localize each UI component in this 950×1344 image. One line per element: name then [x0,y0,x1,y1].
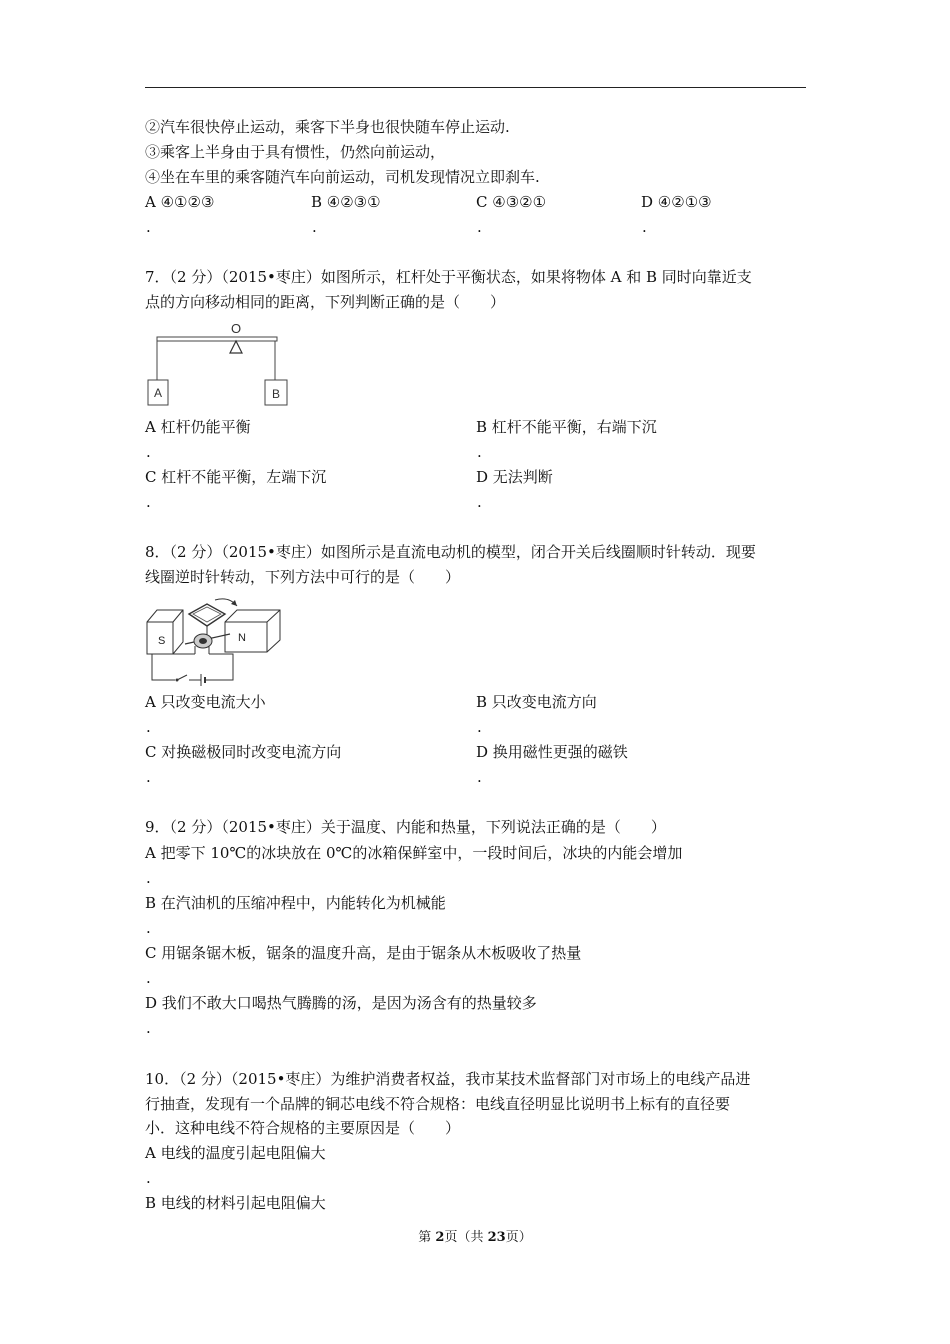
option-dot: . [477,718,482,736]
q6-option-d[interactable]: D ④②①③ [641,193,712,211]
lever-bar [157,337,277,341]
circuit-wire [152,654,195,680]
q6-line-3: ③乘客上半身由于具有惯性，仍然向前运动， [145,143,446,161]
option-dot: . [477,493,482,511]
footer-total-pages: 23 [487,1230,506,1245]
footer-middle: 页（共 [444,1230,488,1245]
q7-option-a[interactable]: A 杠杆仍能平衡 [145,418,251,436]
pivot-label: O [230,321,242,336]
q6-option-a[interactable]: A ④①②③ [145,193,215,211]
q8-option-a[interactable]: A 只改变电流大小 [145,693,266,711]
option-dot: . [477,218,482,236]
option-dot: . [312,218,317,236]
q8-stem-line-1: 8．（2 分）（2015•枣庄）如图所示是直流电动机的模型，闭合开关后线圈顺时针转动．现要 [145,543,756,561]
footer-page-number: 2 [435,1230,445,1245]
q9-option-a[interactable]: A 把零下 10℃的冰块放在 0℃的冰箱保鲜室中，一段时间后，冰块的内能会增加 [145,844,683,862]
magnet-n-outline [225,610,280,652]
q10-option-b[interactable]: B 电线的材料引起电阻偏大 [145,1194,326,1212]
option-dot: . [146,493,151,511]
q9-option-b[interactable]: B 在汽油机的压缩冲程中，内能转化为机械能 [145,894,446,912]
q10-stem-line-2: 行抽查，发现有一个品牌的铜芯电线不符合规格：电线直径明显比说明书上标有的直径要 [145,1095,731,1113]
option-dot: . [146,218,151,236]
pivot-triangle [230,341,242,353]
q10-stem-line-3: 小．这种电线不符合规格的主要原因是（ ） [145,1119,461,1137]
q6-line-4: ④坐在车里的乘客随汽车向前运动，司机发现情况立即刹车. [145,168,540,186]
q8-option-d[interactable]: D 换用磁性更强的磁铁 [476,743,628,761]
option-dot: . [477,768,482,786]
q6-line-2: ②汽车很快停止运动，乘客下半身也很快随车停止运动. [145,118,510,136]
q7-option-d[interactable]: D 无法判断 [476,468,553,486]
q8-option-b[interactable]: B 只改变电流方向 [476,693,597,711]
option-dot: . [146,718,151,736]
q8-option-c[interactable]: C 对换磁极同时改变电流方向 [145,743,342,761]
option-dot: . [477,443,482,461]
footer-suffix: 页） [505,1230,532,1245]
q7-stem-line-1: 7．（2 分）（2015•枣庄）如图所示，杠杆处于平衡状态，如果将物体 A 和 B 同时向靠近支 [145,268,752,286]
lever-figure [145,320,305,410]
option-dot: . [146,869,151,887]
q6-option-c[interactable]: C ④③②① [476,193,547,211]
q9-option-c[interactable]: C 用锯条锯木板，锯条的温度升高，是由于锯条从木板吸收了热量 [145,944,582,962]
footer-prefix: 第 [418,1230,436,1245]
box-a-label: A [153,386,163,400]
option-dot: . [146,443,151,461]
option-dot: . [146,768,151,786]
south-pole-label: S [158,635,166,647]
option-dot: . [642,218,647,236]
option-dot: . [146,969,151,987]
switch [177,675,187,680]
q7-option-c[interactable]: C 杠杆不能平衡，左端下沉 [145,468,327,486]
q10-stem-line-1: 10．（2 分）（2015•枣庄）为维护消费者权益，我市某技术监督部门对市场上的电线产品进 [145,1070,751,1088]
q8-stem-line-2: 线圈逆时针转动，下列方法中可行的是（ ） [145,568,461,586]
q9-option-d[interactable]: D 我们不敢大口喝热气腾腾的汤，是因为汤含有的热量较多 [145,994,537,1012]
q10-option-a[interactable]: A 电线的温度引起电阻偏大 [145,1144,326,1162]
option-dot: . [146,1019,151,1037]
option-dot: . [146,1169,151,1187]
header-rule [145,87,806,88]
q9-stem: 9．（2 分）（2015•枣庄）关于温度、内能和热量，下列说法正确的是（ ） [145,818,666,836]
north-pole-label: N [238,632,246,644]
motor-figure [145,592,285,687]
q7-option-b[interactable]: B 杠杆不能平衡，右端下沉 [476,418,657,436]
page-footer [0,1226,950,1245]
box-b-label: B [271,387,281,401]
q6-option-b[interactable]: B ④②③① [311,193,381,211]
q7-stem-line-2: 点的方向移动相同的距离，下列判断正确的是（ ） [145,293,506,311]
option-dot: . [146,919,151,937]
